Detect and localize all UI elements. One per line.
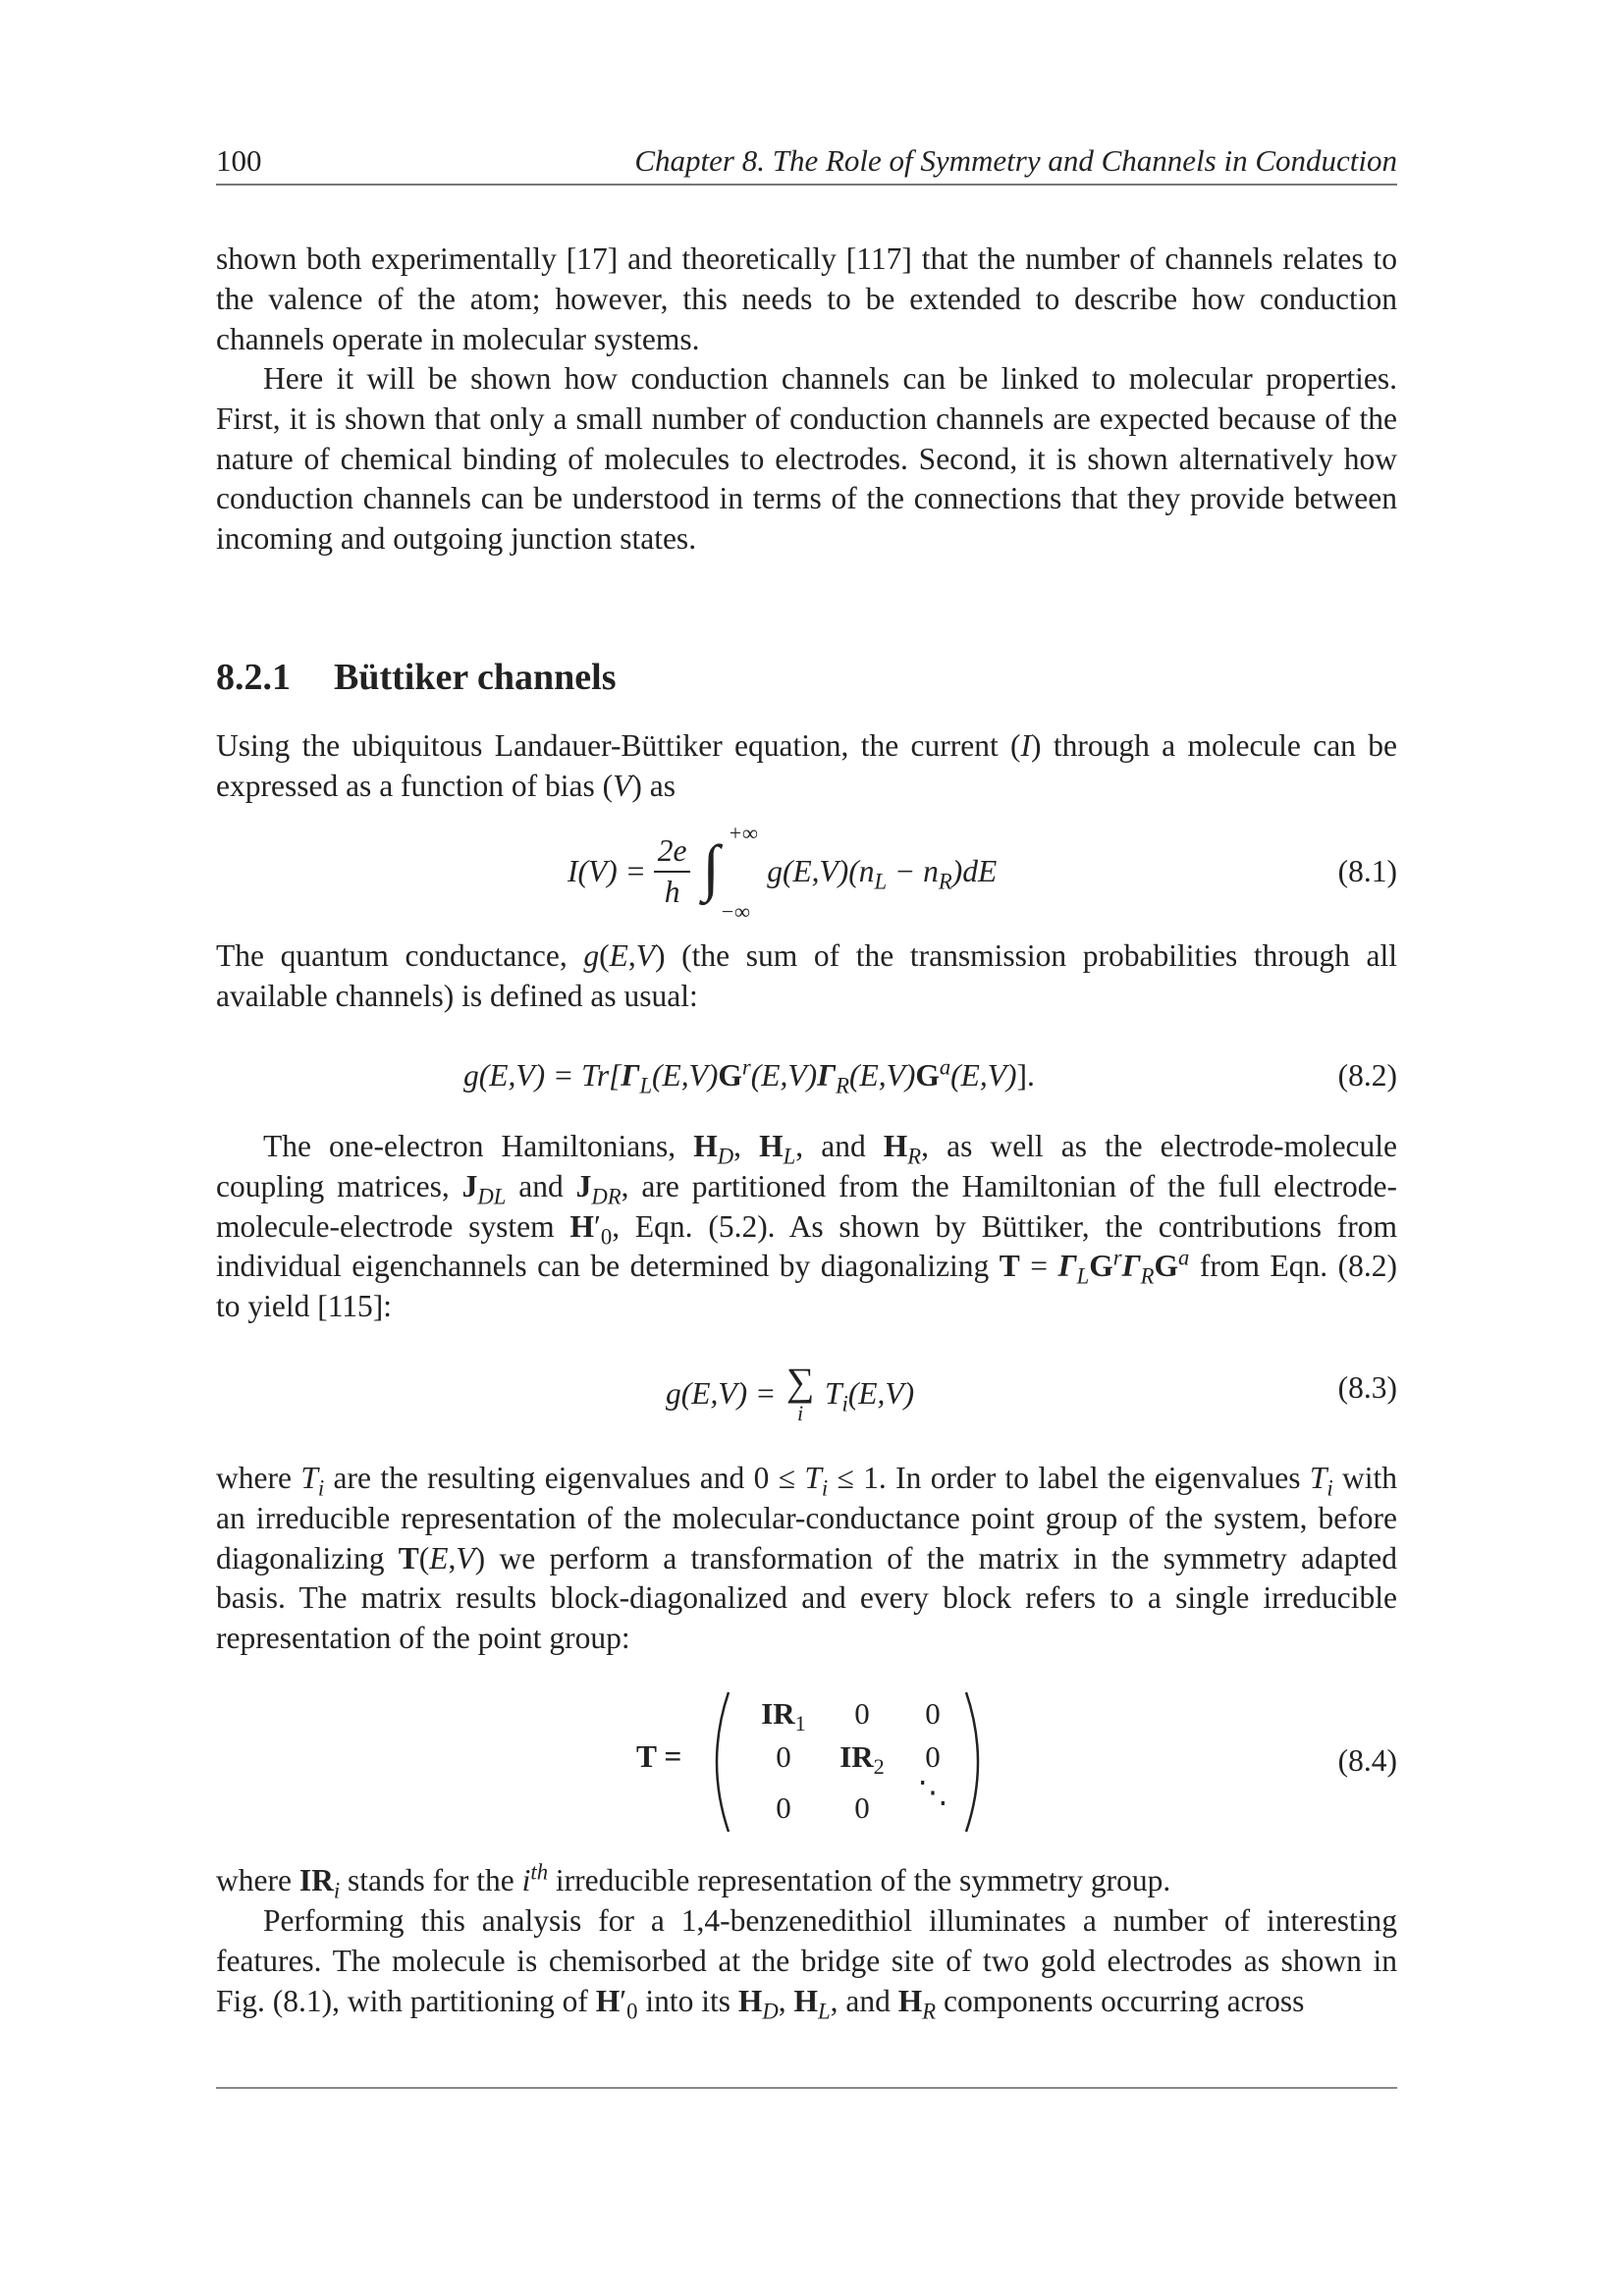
paragraph-eigenvalues: where $T_i$ are the resulting eigenvalues and $0 \le T_i \le 1$. In order to label the eigenvalues $T_i$ with an irreducible representation of the molecular-conductance point group of the system, before diagonalizing T(E,V) we perform a transformation of the matrix in the symmetry adapted basis. The matrix results block-diagonalized and every block refers to a single irreducible representation of the point group:	[216, 1461, 1398, 1656]
matrix-cell-2-1: 0	[776, 1739, 791, 1774]
equation-label-8-1: (8.1)	[1337, 854, 1397, 888]
equation-8-4	[216, 1688, 1397, 1836]
running-title: Chapter 8. The Role of Symmetry and Channels in Conduction	[634, 143, 1397, 178]
integral-sign: ∫ +∞ −∞	[702, 821, 758, 924]
matrix-lhs: T =	[636, 1739, 682, 1774]
matrix	[707, 1688, 1001, 1836]
matrix-cell-1-3: 0	[925, 1696, 941, 1731]
intro-paragraph-2: Here it will be shown how conduction channels can be linked to molecular properties. First, it is shown that only a small number of conduction channels are expected because of the nature of chemical binding of molecules to electrodes. Second, it is shown alternatively how conduction channels can be understood in terms of the connections that they provide between incoming and outgoing junction states.	[216, 361, 1397, 557]
matrix-cell-1-2: 0	[854, 1696, 870, 1731]
summation-sign: ∑ i	[785, 1360, 815, 1425]
equation-8-1: I(V) = $\frac{2e}{h}$ ∫ +∞ −∞ $g(E,V)(n_L - n_R)dE$ (8.1)	[568, 821, 1397, 924]
footer-rule	[216, 2087, 1397, 2089]
matrix-cell-3-3: ⋱	[917, 1775, 948, 1809]
matrix-cell-3-2: 0	[854, 1790, 870, 1825]
intro-paragraph-1: shown both experimentally [17] and theoretically [117] that the number of channels relates to the valence of the atom; however, this needs to be extended to describe how conduction channels operate in molecular systems.	[216, 241, 1397, 356]
paragraph-benzenedithiol: Performing this analysis for a 1,4-benzenedithiol illuminates a number of interesting features. The molecule is chemisorbed at the bridge site of two gold electrodes as shown in Fig. (8.1), with partitioning of $H'_0$ into its $H_D$, $H_L$, and $H_R$ components occurring across	[216, 1903, 1397, 2023]
equation-8-3: g(E,V) = ∑ i $T_i(E,V)$ (8.3)	[666, 1360, 1397, 1425]
equation-label-8-4: (8.4)	[1337, 1743, 1397, 1778]
section-number: 8.2.1	[216, 657, 291, 698]
paragraph-conductance: The quantum conductance, g(E,V) (the sum of the transmission probabilities through all available channels) is defined as usual:	[216, 938, 1397, 1013]
header-rule	[216, 184, 1397, 186]
equation-label-8-2: (8.2)	[1337, 1058, 1397, 1093]
matrix-cell-1-1: $IR_1$	[761, 1696, 806, 1736]
equation-label-8-3: (8.3)	[1337, 1370, 1397, 1405]
fraction-2e-over-h: $\frac{2e}{h}$	[654, 833, 691, 910]
section-title: Büttiker channels	[334, 657, 617, 698]
paragraph-landauer: Using the ubiquitous Landauer-Büttiker equation, the current (I) through a molecule can be expressed as a function of bias (V) as	[216, 728, 1397, 803]
matrix-cell-2-3: 0	[925, 1739, 941, 1774]
paragraph-ir-definition: where $IR_i$ stands for the $i^{th}$ irreducible representation of the symmetry group.	[216, 1859, 1171, 1903]
equation-8-2: $g(E,V) = Tr[\Gamma_L(E,V)G^r(E,V)\Gamma_R(E,V)G^a(E,V)]$. (8.2)	[463, 1054, 1397, 1098]
matrix-cell-2-2: $IR_2$	[839, 1739, 885, 1780]
paragraph-hamiltonians: The one-electron Hamiltonians, $H_D$, $H_L$, and $H_R$, as well as the electrode-molecule coupling matrices, $J_{DL}$ and $J_{DR}$, are partitioned from the Hamiltonian of the full electrode-molecule-electrode system $H'_0$, Eqn. (5.2). As shown by Büttiker, the contributions from individual eigenchannels can be determined by diagonalizing $T = \Gamma_LG^r\Gamma_RG^a$ from Eqn. (8.2) to yield [115]:	[216, 1129, 1398, 1324]
matrix-cell-3-1: 0	[776, 1790, 791, 1825]
section-heading	[216, 656, 617, 699]
page-number: 100	[216, 143, 262, 178]
